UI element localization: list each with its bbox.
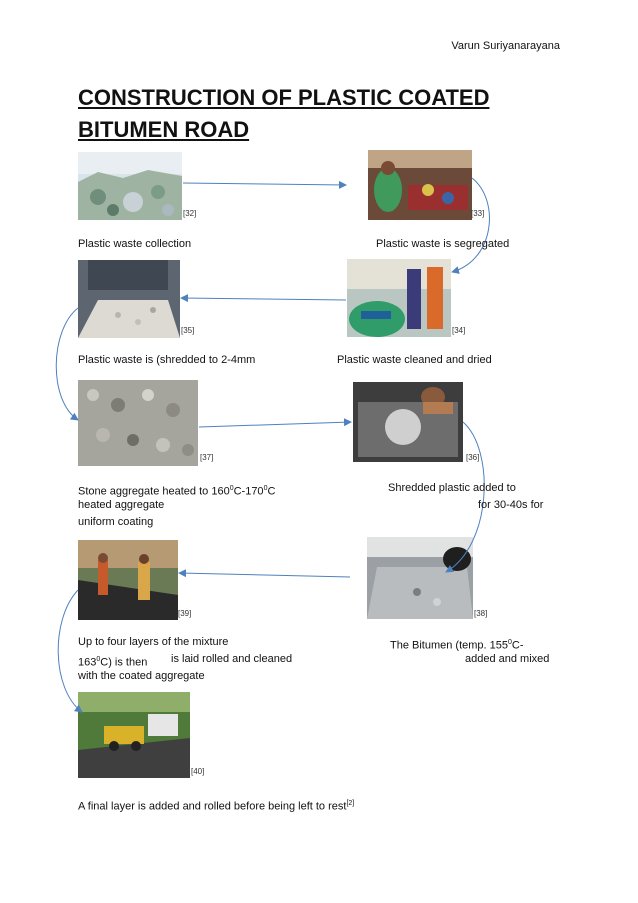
ref-36: [36] [466,453,480,462]
ref-40: [40] [191,767,205,776]
arrow-3-to-4 [181,298,346,300]
caption-plastic-cleaned-dried: Plastic waste cleaned and dried [337,354,492,366]
arrow-2-to-3 [452,178,489,272]
caption-plastic-waste-collection: Plastic waste collection [78,238,192,250]
arrow-6-to-5 [199,422,351,427]
caption-bitumen-line2: added and mixed [465,653,550,665]
caption-shredded-added-line2: for 30-40s for [478,499,544,511]
caption-mixture-line2b: is laid rolled and cleaned [171,653,293,665]
ref-39: [39] [178,609,192,618]
ref-35: [35] [181,326,195,335]
caption-bitumen-line1: The Bitumen (temp. $155^0C-$ [390,639,524,652]
caption-stone-aggregate-line3: uniform coating [78,516,154,528]
ref-38: [38] [474,609,488,618]
caption-mixture-line3: with the coated aggregate [78,670,205,682]
page-header-author: Varun Suriyanarayana [451,40,560,52]
caption-final-layer: A final layer is added and rolled before being left to rest[2] [78,800,355,813]
ref-32: [32] [183,209,197,218]
ref-33: [33] [471,209,485,218]
caption-plastic-segregated: Plastic waste is segregated [376,238,510,250]
arrow-1-to-2 [183,183,346,185]
ref-37: [37] [200,453,214,462]
ref-34: [34] [452,326,466,335]
caption-shredded-added-line1: Shredded plastic added to [388,482,516,494]
caption-stone-aggregate-line2: heated aggregate [78,499,165,511]
caption-plastic-shredded: Plastic waste is (shredded to 2-4mm [78,354,256,366]
page-title: CONSTRUCTION OF PLASTIC COATED BITUMEN ROAD [78,85,490,142]
caption-stone-aggregate-line1: Stone aggregate heated to $160^0C-170^0C$ [78,485,276,498]
arrow-7-to-8 [179,573,350,577]
arrow-4-to-6 [56,308,78,420]
caption-mixture-line1: Up to four layers of the mixture [78,636,229,648]
caption-mixture-line2a: $163^0C$) is then [78,656,148,669]
